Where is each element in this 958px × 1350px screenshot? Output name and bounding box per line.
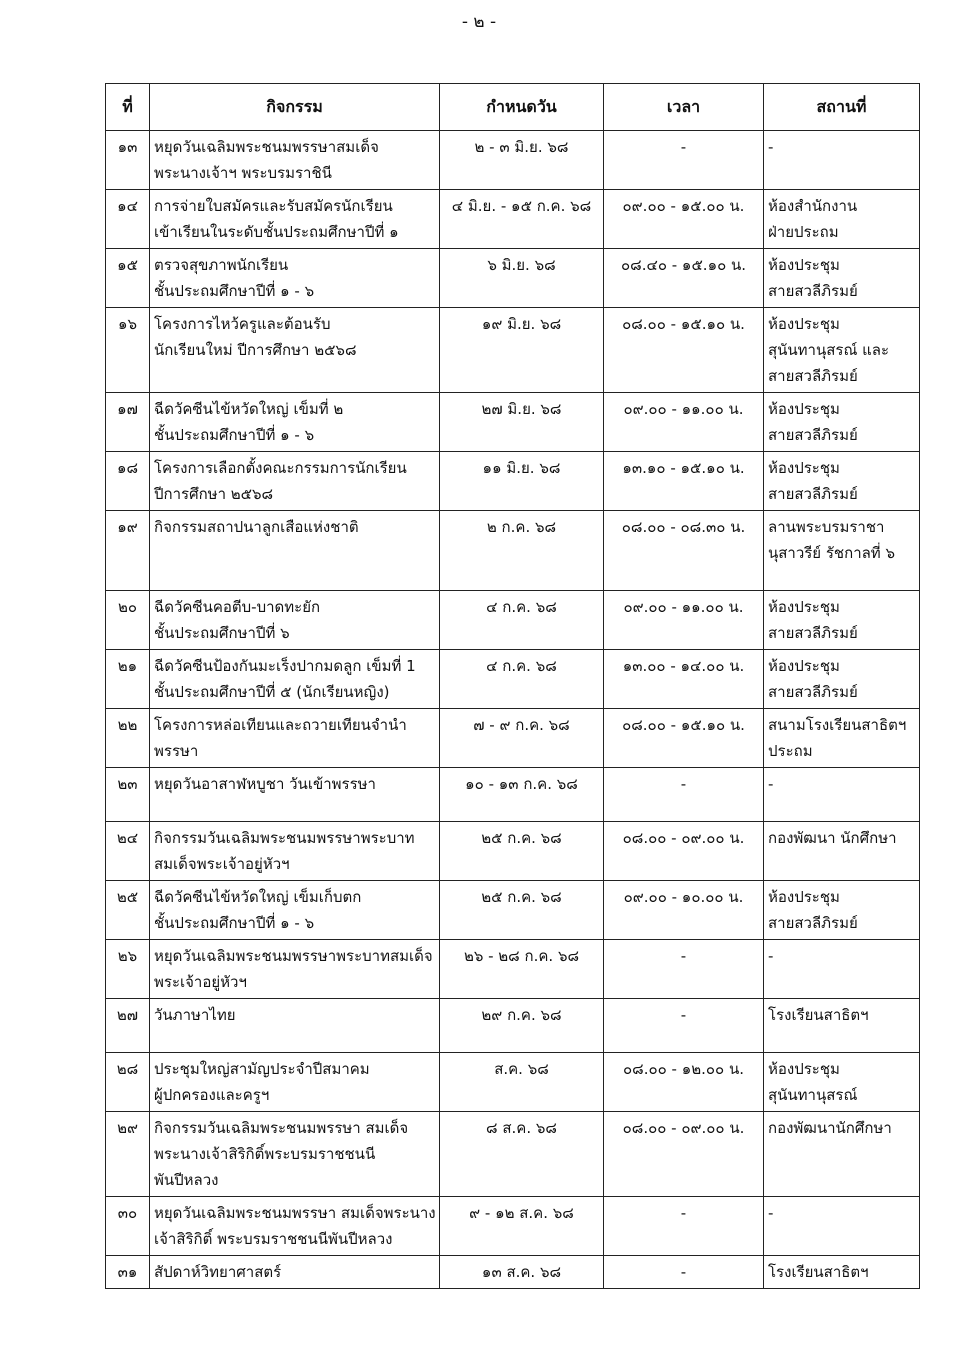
cell-activity xyxy=(150,511,440,591)
table-header-row xyxy=(106,84,920,131)
cell-place xyxy=(764,1112,920,1197)
activity-line: ฉีดวัคซีนคอตีบ-บาดทะยัก xyxy=(154,598,321,616)
cell-time: ๐๘.๐๐ - ๑๕.๑๐ น. xyxy=(604,709,764,768)
activity-line: เข้าเรียนในระดับชั้นประถมศึกษาปีที่ ๑ xyxy=(154,223,399,241)
header-place: สถานที่ xyxy=(764,84,920,131)
cell-date: ๙ - ๑๒ ส.ค. ๖๘ xyxy=(440,1197,604,1256)
cell-place xyxy=(764,190,920,249)
cell-date: ๑๑ มิ.ย. ๖๘ xyxy=(440,452,604,511)
place-line: ห้องประชุม xyxy=(768,459,840,477)
cell-place xyxy=(764,393,920,452)
cell-activity xyxy=(150,452,440,511)
table-row xyxy=(106,511,920,591)
place-line: โรงเรียนสาธิตฯ xyxy=(768,1263,869,1281)
cell-date: ส.ค. ๖๘ xyxy=(440,1053,604,1112)
table-row xyxy=(106,881,920,940)
cell-activity xyxy=(150,393,440,452)
activity-line: สัปดาห์วิทยาศาสตร์ xyxy=(154,1263,282,1281)
cell-date: ๒๕ ก.ค. ๖๘ xyxy=(440,881,604,940)
cell-date: ๒ ก.ค. ๖๘ xyxy=(440,511,604,591)
cell-no: ๑๗ xyxy=(106,393,150,452)
cell-activity xyxy=(150,650,440,709)
activity-line: โครงการเลือกตั้งคณะกรรมการนักเรียน xyxy=(154,459,407,477)
activity-line: โครงการไหว้ครูและต้อนรับ xyxy=(154,315,331,333)
cell-place xyxy=(764,709,920,768)
place-line: ห้องประชุม xyxy=(768,657,840,675)
table-row xyxy=(106,452,920,511)
cell-date: ๑๓ ส.ค. ๖๘ xyxy=(440,1256,604,1289)
cell-no: ๒๐ xyxy=(106,591,150,650)
place-line: นุสาวรีย์ รัชกาลที่ ๖ xyxy=(768,544,895,562)
place-line: สายสวลีภิรมย์ xyxy=(768,485,858,503)
cell-date: ๒๗ มิ.ย. ๖๘ xyxy=(440,393,604,452)
activity-line: ฉีดวัคซีนไข้หวัดใหญ่ เข็มเก็บตก xyxy=(154,888,362,906)
place-line: สุนันทานุสรณ์ และ xyxy=(768,341,890,359)
activity-line: กิจกรรมวันเฉลิมพระชนมพรรษาพระบาท xyxy=(154,829,415,847)
cell-time: - xyxy=(604,131,764,190)
activity-line: วันภาษาไทย xyxy=(154,1006,236,1024)
table-row xyxy=(106,131,920,190)
cell-date: ๑๐ - ๑๓ ก.ค. ๖๘ xyxy=(440,768,604,822)
place-line: ห้องประชุม xyxy=(768,315,840,333)
header-activity: กิจกรรม xyxy=(150,84,440,131)
schedule-body xyxy=(106,131,920,1289)
table-row xyxy=(106,768,920,822)
place-line: สายสวลีภิรมย์ xyxy=(768,282,858,300)
cell-place xyxy=(764,511,920,591)
activity-line: ตรวจสุขภาพนักเรียน xyxy=(154,256,289,274)
table-row xyxy=(106,940,920,999)
cell-date: ๒๕ ก.ค. ๖๘ xyxy=(440,822,604,881)
cell-no: ๒๒ xyxy=(106,709,150,768)
cell-date: ๑๙ มิ.ย. ๖๘ xyxy=(440,308,604,393)
table-row xyxy=(106,1053,920,1112)
place-line: - xyxy=(768,775,774,793)
place-line: สายสวลีภิรมย์ xyxy=(768,624,858,642)
cell-no: ๓๑ xyxy=(106,1256,150,1289)
cell-activity xyxy=(150,249,440,308)
activity-line: ชั้นประถมศึกษาปีที่ ๑ - ๖ xyxy=(154,914,315,932)
activity-line: กิจกรรมสถาปนาลูกเสือแห่งชาติ xyxy=(154,518,359,536)
activity-line: พรรษา xyxy=(154,742,199,760)
page-number: - ๒ - xyxy=(461,12,497,32)
activity-line: พระนางเจ้าสิริกิติ์พระบรมราชชนนี xyxy=(154,1145,376,1163)
cell-time: ๐๙.๐๐ - ๑๐.๐๐ น. xyxy=(604,881,764,940)
place-line: ห้องประชุม xyxy=(768,256,840,274)
header-date: กำหนดวัน xyxy=(440,84,604,131)
activity-line: ประชุมใหญ่สามัญประจำปีสมาคม xyxy=(154,1060,370,1078)
cell-date: ๔ ก.ค. ๖๘ xyxy=(440,650,604,709)
cell-no: ๒๑ xyxy=(106,650,150,709)
schedule-table xyxy=(105,83,920,1289)
cell-time: ๐๘.๐๐ - ๐๙.๐๐ น. xyxy=(604,1112,764,1197)
cell-time: - xyxy=(604,999,764,1053)
place-line: - xyxy=(768,947,774,965)
activity-line: หยุดวันเฉลิมพระชนมพรรษา สมเด็จพระนาง xyxy=(154,1204,436,1222)
cell-date: ๖ มิ.ย. ๖๘ xyxy=(440,249,604,308)
cell-place xyxy=(764,131,920,190)
activity-line: ฉีดวัคซีนไข้หวัดใหญ่ เข็มที่ ๒ xyxy=(154,400,344,418)
place-line: สายสวลีภิรมย์ xyxy=(768,426,858,444)
cell-place xyxy=(764,822,920,881)
cell-time: ๐๙.๐๐ - ๑๑.๐๐ น. xyxy=(604,393,764,452)
cell-date: ๒๙ ก.ค. ๖๘ xyxy=(440,999,604,1053)
cell-place xyxy=(764,1197,920,1256)
cell-activity xyxy=(150,591,440,650)
table-row xyxy=(106,190,920,249)
cell-no: ๑๕ xyxy=(106,249,150,308)
place-line: ประถม xyxy=(768,742,813,760)
table-row xyxy=(106,308,920,393)
cell-activity xyxy=(150,1256,440,1289)
activity-line: พระนางเจ้าฯ พระบรมราชินี xyxy=(154,164,332,182)
cell-no: ๑๘ xyxy=(106,452,150,511)
cell-activity xyxy=(150,881,440,940)
cell-no: ๒๗ xyxy=(106,999,150,1053)
cell-no: ๑๓ xyxy=(106,131,150,190)
place-line: - xyxy=(768,138,774,156)
header-time: เวลา xyxy=(604,84,764,131)
cell-time: - xyxy=(604,1256,764,1289)
place-line: สายสวลีภิรมย์ xyxy=(768,914,858,932)
activity-line: พระเจ้าอยู่หัวฯ xyxy=(154,973,247,991)
cell-activity xyxy=(150,822,440,881)
cell-time: - xyxy=(604,768,764,822)
table-row xyxy=(106,1256,920,1289)
cell-date: ๒๖ - ๒๘ ก.ค. ๖๘ xyxy=(440,940,604,999)
activity-line: ฉีดวัคซีนป้องกันมะเร็งปากมดลูก เข็มที่ 1 xyxy=(154,657,416,675)
activity-line: พันปีหลวง xyxy=(154,1171,219,1189)
activity-line: ปีการศึกษา ๒๕๖๘ xyxy=(154,485,274,503)
place-line: สุนันทานุสรณ์ xyxy=(768,1086,858,1104)
cell-date: ๘ ส.ค. ๖๘ xyxy=(440,1112,604,1197)
cell-activity xyxy=(150,768,440,822)
cell-time: ๑๓.๐๐ - ๑๔.๐๐ น. xyxy=(604,650,764,709)
cell-time: ๐๙.๐๐ - ๑๕.๐๐ น. xyxy=(604,190,764,249)
cell-no: ๒๔ xyxy=(106,822,150,881)
table-row xyxy=(106,822,920,881)
cell-time: ๐๘.๐๐ - ๑๒.๐๐ น. xyxy=(604,1053,764,1112)
activity-line: ผู้ปกครองและครูฯ xyxy=(154,1086,270,1104)
cell-date: ๔ มิ.ย. - ๑๕ ก.ค. ๖๘ xyxy=(440,190,604,249)
cell-no: ๓๐ xyxy=(106,1197,150,1256)
place-line: สายสวลีภิรมย์ xyxy=(768,367,858,385)
cell-time: ๐๘.๐๐ - ๑๕.๑๐ น. xyxy=(604,308,764,393)
table-row xyxy=(106,249,920,308)
cell-place xyxy=(764,249,920,308)
cell-no: ๒๕ xyxy=(106,881,150,940)
place-line: ฝ่ายประถม xyxy=(768,223,839,241)
cell-activity xyxy=(150,131,440,190)
cell-no: ๒๖ xyxy=(106,940,150,999)
cell-no: ๑๔ xyxy=(106,190,150,249)
cell-time: ๑๓.๑๐ - ๑๕.๑๐ น. xyxy=(604,452,764,511)
cell-place xyxy=(764,308,920,393)
activity-line: สมเด็จพระเจ้าอยู่หัวฯ xyxy=(154,855,290,873)
cell-activity xyxy=(150,940,440,999)
cell-time: ๐๘.๐๐ - ๐๙.๐๐ น. xyxy=(604,822,764,881)
cell-no: ๒๓ xyxy=(106,768,150,822)
place-line: สายสวลีภิรมย์ xyxy=(768,683,858,701)
activity-line: เจ้าสิริกิติ์ พระบรมราชชนนีพันปีหลวง xyxy=(154,1230,393,1248)
cell-place xyxy=(764,881,920,940)
activity-line: หยุดวันเฉลิมพระชนมพรรษาพระบาทสมเด็จ xyxy=(154,947,433,965)
activity-line: โครงการหล่อเทียนและถวายเทียนจำนำ xyxy=(154,716,407,734)
cell-no: ๒๙ xyxy=(106,1112,150,1197)
cell-activity xyxy=(150,190,440,249)
cell-time: - xyxy=(604,940,764,999)
cell-activity xyxy=(150,1112,440,1197)
activity-line: การจ่ายใบสมัครและรับสมัครนักเรียน xyxy=(154,197,393,215)
place-line: สนามโรงเรียนสาธิตฯ xyxy=(768,716,907,734)
cell-activity xyxy=(150,1197,440,1256)
table-row xyxy=(106,393,920,452)
place-line: ห้องประชุม xyxy=(768,400,840,418)
activity-line: หยุดวันเฉลิมพระชนมพรรษาสมเด็จ xyxy=(154,138,379,156)
activity-line: ชั้นประถมศึกษาปีที่ ๖ xyxy=(154,624,290,642)
cell-no: ๒๘ xyxy=(106,1053,150,1112)
cell-place xyxy=(764,650,920,709)
cell-place xyxy=(764,1053,920,1112)
activity-line: ชั้นประถมศึกษาปีที่ ๕ (นักเรียนหญิง) xyxy=(154,683,390,701)
place-line: ห้องประชุม xyxy=(768,598,840,616)
table-row xyxy=(106,591,920,650)
cell-date: ๔ ก.ค. ๖๘ xyxy=(440,591,604,650)
activity-line: ชั้นประถมศึกษาปีที่ ๑ - ๖ xyxy=(154,426,315,444)
activity-line: ชั้นประถมศึกษาปีที่ ๑ - ๖ xyxy=(154,282,315,300)
cell-activity xyxy=(150,709,440,768)
cell-no: ๑๖ xyxy=(106,308,150,393)
cell-place xyxy=(764,768,920,822)
cell-time: ๐๘.๐๐ - ๐๘.๓๐ น. xyxy=(604,511,764,591)
table-row xyxy=(106,709,920,768)
cell-place xyxy=(764,999,920,1053)
header-no: ที่ xyxy=(106,84,150,131)
cell-date: ๒ - ๓ มิ.ย. ๖๘ xyxy=(440,131,604,190)
cell-date: ๗ - ๙ ก.ค. ๖๘ xyxy=(440,709,604,768)
cell-place xyxy=(764,940,920,999)
cell-place xyxy=(764,1256,920,1289)
table-row xyxy=(106,1197,920,1256)
place-line: ห้องประชุม xyxy=(768,888,840,906)
place-line: กองพัฒนานักศึกษา xyxy=(768,1119,892,1137)
place-line: ห้องสำนักงาน xyxy=(768,197,858,215)
table-row xyxy=(106,650,920,709)
cell-activity xyxy=(150,1053,440,1112)
cell-activity xyxy=(150,999,440,1053)
cell-time: ๐๙.๐๐ - ๑๑.๐๐ น. xyxy=(604,591,764,650)
place-line: ห้องประชุม xyxy=(768,1060,840,1078)
place-line: - xyxy=(768,1204,774,1222)
activity-line: หยุดวันอาสาฬหบูชา วันเข้าพรรษา xyxy=(154,775,376,793)
cell-no: ๑๙ xyxy=(106,511,150,591)
place-line: ลานพระบรมราชา xyxy=(768,518,885,536)
cell-time: - xyxy=(604,1197,764,1256)
cell-place xyxy=(764,452,920,511)
table-row xyxy=(106,1112,920,1197)
table-row xyxy=(106,999,920,1053)
place-line: กองพัฒนา นักศึกษา xyxy=(768,829,897,847)
cell-time: ๐๘.๔๐ - ๑๕.๑๐ น. xyxy=(604,249,764,308)
place-line: โรงเรียนสาธิตฯ xyxy=(768,1006,869,1024)
activity-line: นักเรียนใหม่ ปีการศึกษา ๒๕๖๘ xyxy=(154,341,357,359)
cell-place xyxy=(764,591,920,650)
cell-activity xyxy=(150,308,440,393)
activity-line: กิจกรรมวันเฉลิมพระชนมพรรษา สมเด็จ xyxy=(154,1119,409,1137)
